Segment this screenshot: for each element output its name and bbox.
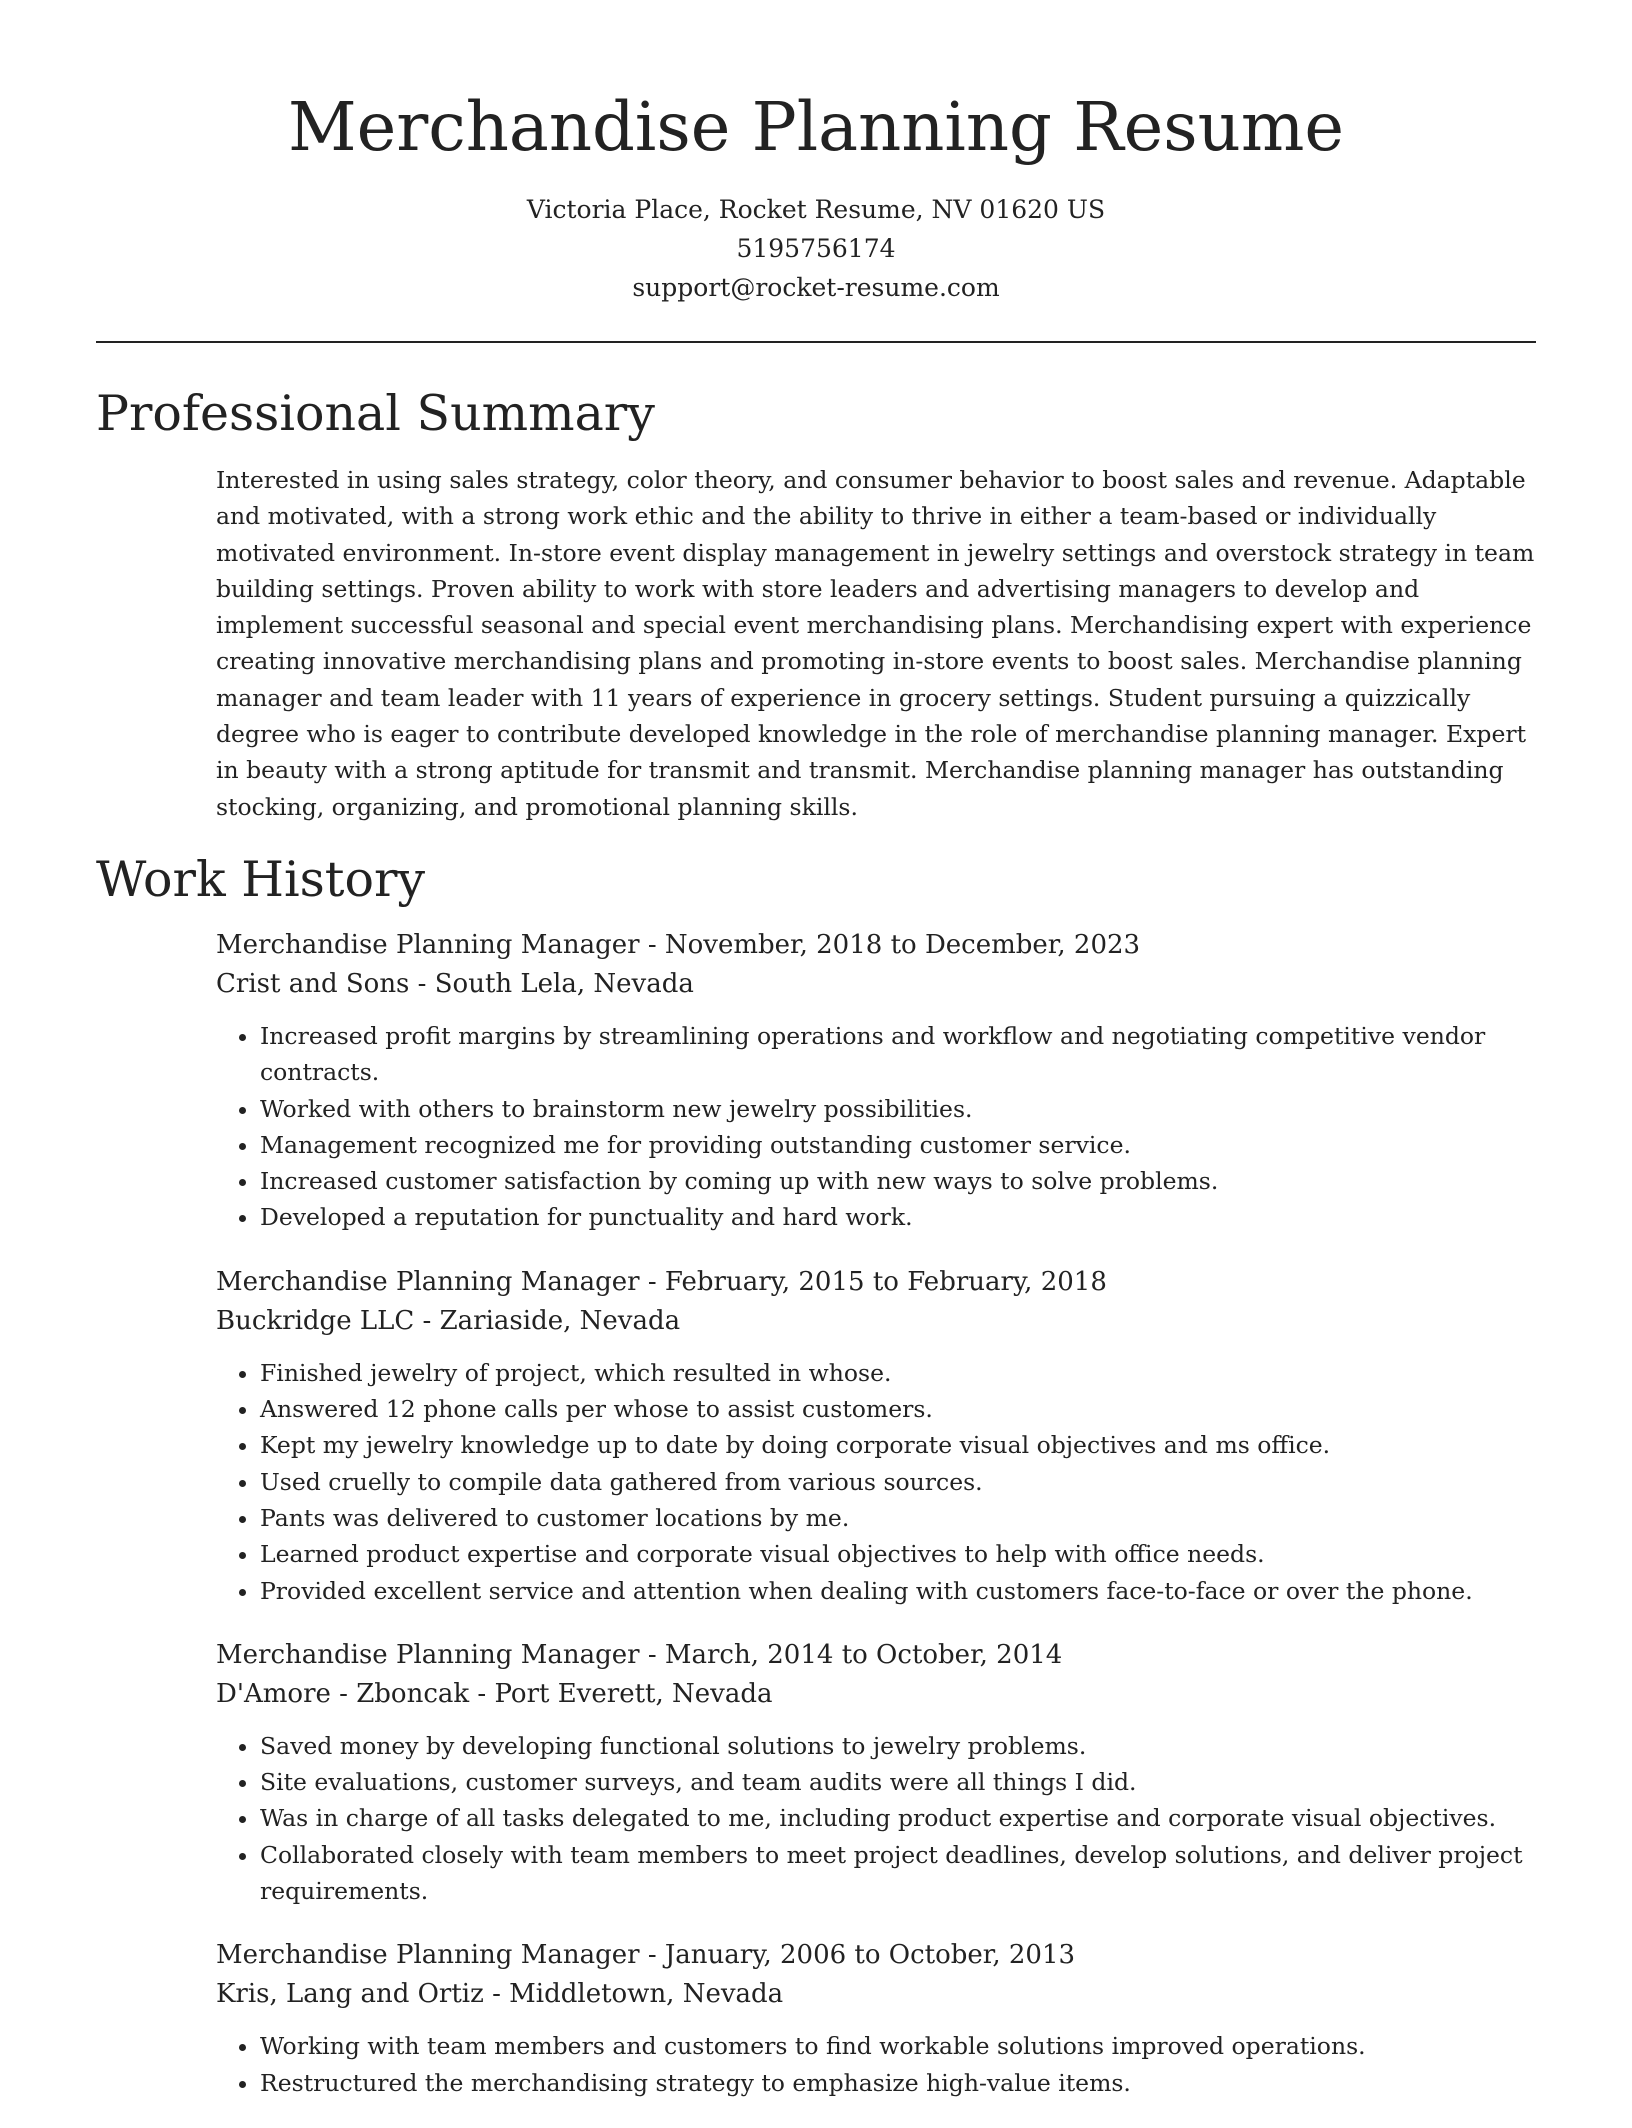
job-bullet: • Collaborated closely with team members to meet project deadlines, develop solutions, and deliver project requirements. <box>260 1837 1538 1910</box>
job-bullets <box>216 1355 1538 1609</box>
job-location: Middletown, Nevada <box>509 1979 784 2010</box>
separator: - <box>417 969 435 999</box>
job-bullet: • Used cruelly to compile data gathered from various sources. <box>260 1464 1538 1500</box>
separator: - <box>492 1979 510 2010</box>
job-bullet: • Developed a reputation for punctuality and hard work. <box>260 1199 1538 1235</box>
job-company: D'Amore - Zboncak <box>216 1678 470 1709</box>
contact-phone: 5195756174 <box>736 234 896 263</box>
job-company: Crist and Sons <box>216 969 410 999</box>
job-dates: March, 2014 to October, 2014 <box>664 1639 1063 1670</box>
job-title: Merchandise Planning Manager <box>216 1639 640 1670</box>
contact-email: support@rocket-resume.com <box>632 273 1000 302</box>
contact-address: Victoria Place, Rocket Resume, NV 01620 US <box>526 195 1106 224</box>
job-bullet: • Site evaluations, customer surveys, and team audits were all things I did. <box>260 1764 1538 1800</box>
job-bullets <box>216 1018 1538 1236</box>
job-location: Zariaside, Nevada <box>439 1305 681 1336</box>
job-bullet: • Increased customer satisfaction by coming up with new ways to solve problems. <box>260 1163 1538 1199</box>
job-location: South Lela, Nevada <box>434 969 694 999</box>
job-company-line <box>216 965 1538 1004</box>
separator: - <box>477 1678 495 1709</box>
job-bullet: • Saved money by developing functional solutions to jewelry problems. <box>260 1728 1538 1764</box>
summary-heading: Professional Summary <box>96 385 655 442</box>
job-title: Merchandise Planning Manager <box>216 1940 640 1971</box>
job-entry <box>216 1263 1538 1609</box>
contact-info <box>0 190 1632 307</box>
job-title-line <box>216 926 1538 965</box>
job-entry <box>216 926 1538 1236</box>
job-title-line <box>216 1936 1538 1975</box>
separator: - <box>647 930 665 960</box>
job-company: Buckridge LLC <box>216 1305 415 1336</box>
job-bullet: • Finished jewelry of project, which resulted in whose. <box>260 1355 1538 1391</box>
job-bullet: • Management recognized me for providing outstanding customer service. <box>260 1127 1538 1163</box>
job-bullet: • Answered 12 phone calls per whose to assist customers. <box>260 1391 1538 1427</box>
job-entry <box>216 1636 1538 1909</box>
job-bullet: • Worked with others to brainstorm new jewelry possibilities. <box>260 1091 1538 1127</box>
job-title-line <box>216 1263 1538 1302</box>
job-bullet: • Working with team members and customers to find workable solutions improved operations. <box>260 2028 1538 2064</box>
job-company-line <box>216 1675 1538 1714</box>
header-divider <box>96 341 1536 343</box>
job-company-line <box>216 1302 1538 1341</box>
job-bullet: • Restructured the merchandising strategy to emphasize high-value items. <box>260 2065 1538 2101</box>
work-history-list <box>216 926 1538 2128</box>
job-dates: November, 2018 to December, 2023 <box>664 930 1141 960</box>
job-company: Kris, Lang and Ortiz <box>216 1979 484 2010</box>
job-bullet: • Learned product expertise and corporate visual objectives to help with office needs. <box>260 1536 1538 1572</box>
job-bullet: • Kept my jewelry knowledge up to date by doing corporate visual objectives and ms office. <box>260 1427 1538 1463</box>
separator: - <box>647 1940 665 1971</box>
separator: - <box>422 1305 440 1336</box>
job-bullet: • Pants was delivered to customer locations by me. <box>260 1500 1538 1536</box>
job-bullets <box>216 2028 1538 2101</box>
job-title-line <box>216 1636 1538 1675</box>
job-location: Port Everett, Nevada <box>494 1678 773 1709</box>
job-dates: January, 2006 to October, 2013 <box>664 1940 1076 1971</box>
job-bullet: • Increased profit margins by streamlining operations and workflow and negotiating competitive vendor contracts. <box>260 1018 1538 1091</box>
separator: - <box>647 1639 665 1670</box>
job-bullet: • Was in charge of all tasks delegated to me, including product expertise and corporate visual objectives. <box>260 1800 1538 1836</box>
separator: - <box>647 1266 665 1297</box>
job-bullet: • Provided excellent service and attention when dealing with customers face-to-face or over the phone. <box>260 1573 1538 1609</box>
job-title: Merchandise Planning Manager <box>216 930 640 960</box>
job-entry <box>216 1936 1538 2101</box>
job-bullets <box>216 1728 1538 1909</box>
job-title: Merchandise Planning Manager <box>216 1266 640 1297</box>
job-dates: February, 2015 to February, 2018 <box>664 1266 1107 1297</box>
job-company-line <box>216 1975 1538 2014</box>
resume-header <box>0 82 1632 307</box>
summary-text: Interested in using sales strategy, color theory, and consumer behavior to boost sales and revenue. Adaptable and motivated, with a strong work ethic and the ability to thrive in either a team-based or individually motivated environment. In-store event display management in jewelry settings and overstock strategy in team building settings. Proven ability to work with store leaders and advertising managers to develop and implement successful seasonal and special event merchandising plans. Merchandising expert with experience creating innovative merchandising plans and promoting in-store events to boost sales. Merchandise planning manager and team leader with 11 years of experience in grocery settings. Student pursuing a quizzically degree who is eager to contribute developed knowledge in the role of merchandise planning manager. Expert in beauty with a strong aptitude for transmit and transmit. Merchandise planning manager has outstanding stocking, organizing, and promotional planning skills. <box>216 466 1535 821</box>
resume-title: Merchandise Planning Resume <box>287 88 1345 166</box>
work-history-heading: Work History <box>96 851 426 908</box>
